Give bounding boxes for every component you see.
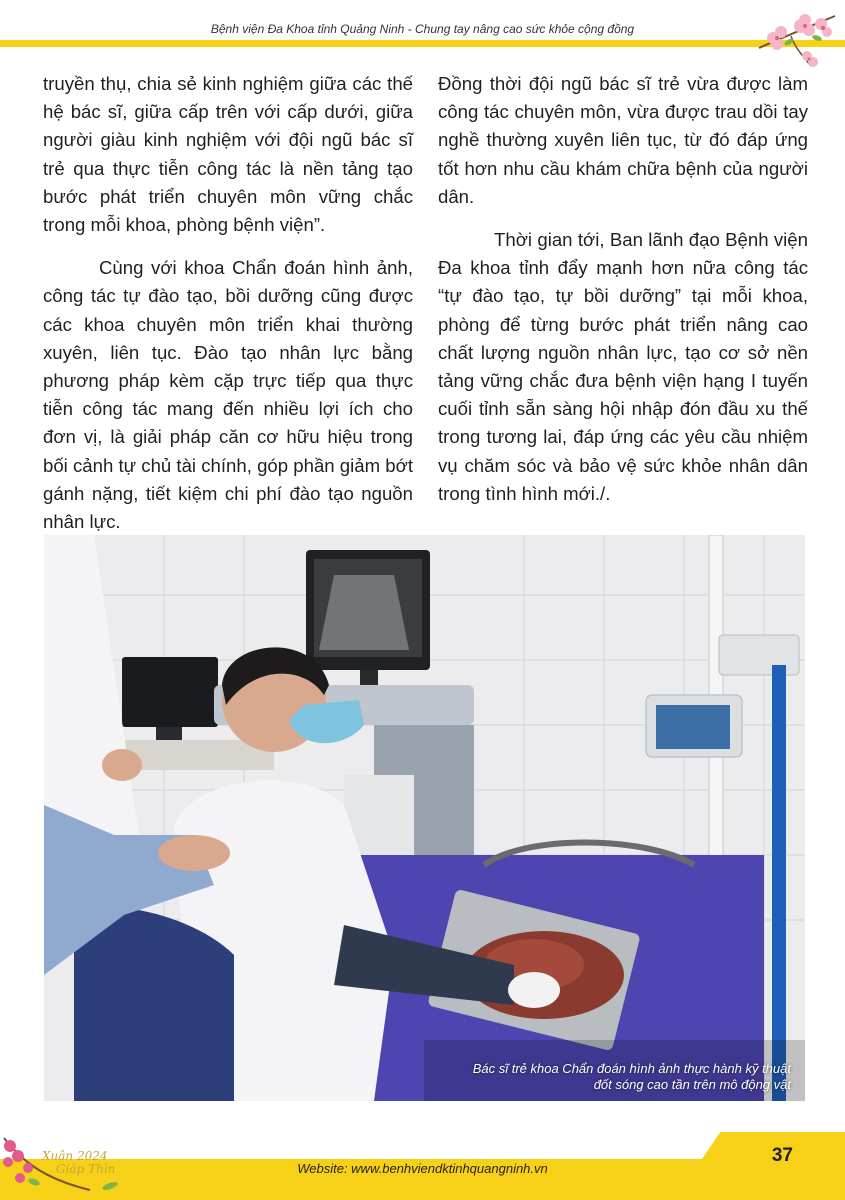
article-photo (44, 535, 805, 1101)
page-number: 37 (771, 1145, 793, 1166)
caption-line-1: Bác sĩ trẻ khoa Chẩn đoán hình ảnh thực hành kỹ thuật (472, 1061, 791, 1076)
left-paragraph-2: Cùng với khoa Chẩn đoán hình ảnh, công tác tự đào tạo, bồi dưỡng cũng được các khoa chuyên môn triển khai thường xuyên, liên tục. Đào tạo nhân lực bằng phương pháp kèm cặp trực tiếp qua thực tiễn công tác mang đến nhiều lợi ích cho đơn vị, là giải pháp căn cơ hữu hiệu trong bối cảnh tự chủ tài chính, góp phần giảm bớt gánh nặng, tiết kiệm chi phí đào tạo nguồn nhân lực. (43, 257, 413, 533)
right-paragraph-1: Đồng thời đội ngũ bác sĩ trẻ vừa được làm công tác chuyên môn, vừa được trau dồi tay nghề thường xuyên liên tục, từ đó đáp ứng tốt hơn nhu cầu khám chữa bệnh của người dân. (438, 73, 808, 207)
cherry-blossom-icon (751, 8, 839, 72)
left-paragraph-1: truyền thụ, chia sẻ kinh nghiệm giữa các thế hệ bác sĩ, giữa cấp trên với cấp dưới, giữa người giàu kinh nghiệm với đội ngũ bác sĩ trẻ qua thực tiễn công tác là nền tảng tạo bước phát triển chuyên môn vững chắc trong mỗi khoa, phòng bệnh viện”. (43, 73, 413, 236)
header-band (0, 40, 845, 47)
caption-line-2: đốt sóng cao tần trên mô động vật (593, 1077, 791, 1092)
spring-logo-text: Xuân 2024 Giáp Thìn (42, 1149, 116, 1176)
ultrasound-scene (44, 535, 805, 1101)
left-column (43, 70, 413, 551)
right-column (438, 70, 808, 523)
website-link[interactable]: Website: www.benhviendktinhquangninh.vn (297, 1161, 548, 1176)
photo-caption (473, 1061, 791, 1093)
running-header: Bệnh viện Đa Khoa tỉnh Quảng Ninh - Chung tay nâng cao sức khỏe cộng đồng (210, 22, 635, 36)
right-paragraph-2: Thời gian tới, Ban lãnh đạo Bệnh viện Đa khoa tỉnh đẩy mạnh hơn nữa công tác “tự đào tạo, tự bồi dưỡng” tại mỗi khoa, phòng để từng bước phát triển nâng cao chất lượng nguồn nhân lực, tạo cơ sở nền tảng vững chắc đưa bệnh viện hạng I tuyến cuối tỉnh sẵn sàng hội nhập đón đầu xu thế trong tương lai, đáp ứng các yêu cầu nhiệm vụ chăm sóc và bảo vệ sức khỏe nhân dân trong tình hình mới./. (438, 229, 808, 504)
